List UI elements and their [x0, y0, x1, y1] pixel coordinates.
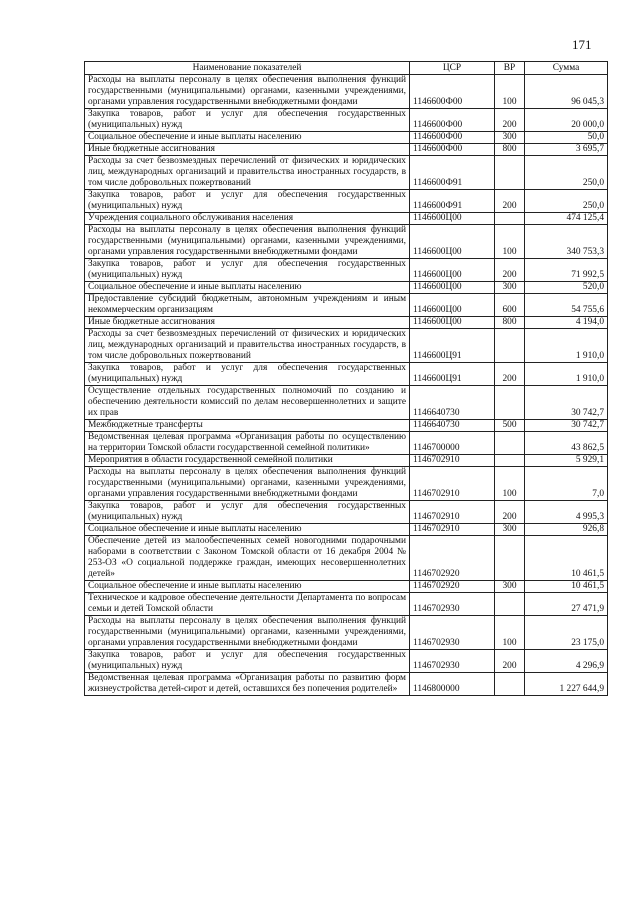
table-row	[85, 190, 608, 213]
cell-vr-code: 300	[495, 282, 525, 294]
cell-vr-code: 300	[495, 524, 525, 536]
table-header-row	[85, 62, 608, 75]
table-row	[85, 386, 608, 420]
table-row	[85, 616, 608, 650]
cell-csr-code: 1146600Ц00	[410, 294, 495, 317]
cell-vr-code: 200	[495, 109, 525, 132]
cell-indicator-name: Осуществление отдельных государственных полномочий по созданию и обеспечению деятельности комиссий по делам несовершеннолетних и защите их прав	[85, 386, 410, 420]
cell-vr-code: 100	[495, 616, 525, 650]
cell-vr-code: 200	[495, 501, 525, 524]
cell-csr-code: 1146702910	[410, 467, 495, 501]
cell-indicator-name: Расходы на выплаты персоналу в целях обеспечения выполнения функций государственными (муниципальными) органами, казенными учреждениями, органами управления государственными внебюджетными фондами	[85, 467, 410, 501]
cell-csr-code: 1146600Ц00	[410, 225, 495, 259]
cell-amount: 54 755,6	[525, 294, 608, 317]
cell-amount: 4 194,0	[525, 317, 608, 329]
cell-indicator-name: Социальное обеспечение и иные выплаты населению	[85, 524, 410, 536]
cell-csr-code: 1146600Ф00	[410, 144, 495, 156]
cell-amount: 30 742,7	[525, 420, 608, 432]
cell-amount: 474 125,4	[525, 213, 608, 225]
table-row	[85, 536, 608, 581]
table-row	[85, 132, 608, 144]
table-row	[85, 317, 608, 329]
cell-indicator-name: Ведомственная целевая программа «Организация работы по осуществлению на территории Томской области государственной семейной политики»	[85, 432, 410, 455]
cell-vr-code: 600	[495, 294, 525, 317]
cell-csr-code: 1146600Ц00	[410, 317, 495, 329]
cell-csr-code: 1146702930	[410, 616, 495, 650]
cell-amount: 250,0	[525, 156, 608, 190]
cell-amount: 1 910,0	[525, 363, 608, 386]
cell-csr-code: 1146600Ф00	[410, 109, 495, 132]
table-row	[85, 593, 608, 616]
cell-csr-code: 1146702910	[410, 501, 495, 524]
cell-amount: 340 753,3	[525, 225, 608, 259]
cell-vr-code: 100	[495, 467, 525, 501]
cell-indicator-name: Расходы на выплаты персоналу в целях обеспечения выполнения функций государственными (муниципальными) органами, казенными учреждениями, органами управления государственными внебюджетными фондами	[85, 75, 410, 109]
cell-vr-code: 200	[495, 259, 525, 282]
cell-indicator-name: Закупка товаров, работ и услуг для обеспечения государственных (муниципальных) нужд	[85, 109, 410, 132]
cell-indicator-name: Мероприятия в области государственной семейной политики	[85, 455, 410, 467]
cell-vr-code: 100	[495, 75, 525, 109]
cell-amount: 1 227 644,9	[525, 673, 608, 696]
cell-vr-code: 200	[495, 190, 525, 213]
table-row	[85, 259, 608, 282]
column-header-name: Наименование показателей	[85, 62, 410, 75]
table-row	[85, 524, 608, 536]
column-header-sum: Сумма	[525, 62, 608, 75]
cell-amount: 4 995,3	[525, 501, 608, 524]
cell-csr-code: 1146600Ц91	[410, 329, 495, 363]
page-number: 171	[572, 37, 592, 52]
column-header-csr: ЦСР	[410, 62, 495, 75]
cell-csr-code: 1146702910	[410, 524, 495, 536]
cell-indicator-name: Иные бюджетные ассигнования	[85, 317, 410, 329]
table-row	[85, 144, 608, 156]
cell-indicator-name: Расходы на выплаты персоналу в целях обеспечения выполнения функций государственными (муниципальными) органами, казенными учреждениями, органами управления государственными внебюджетными фондами	[85, 616, 410, 650]
cell-amount: 10 461,5	[525, 581, 608, 593]
cell-csr-code: 1146600Ф00	[410, 75, 495, 109]
table-row	[85, 467, 608, 501]
table-row	[85, 432, 608, 455]
cell-indicator-name: Иные бюджетные ассигнования	[85, 144, 410, 156]
cell-vr-code	[495, 432, 525, 455]
cell-csr-code: 1146600Ц91	[410, 363, 495, 386]
cell-amount: 1 910,0	[525, 329, 608, 363]
table-row	[85, 156, 608, 190]
cell-amount: 10 461,5	[525, 536, 608, 581]
cell-csr-code: 1146600Ц00	[410, 259, 495, 282]
cell-indicator-name: Межбюджетные трансферты	[85, 420, 410, 432]
table-row	[85, 581, 608, 593]
cell-indicator-name: Социальное обеспечение и иные выплаты населению	[85, 132, 410, 144]
table-row	[85, 363, 608, 386]
cell-indicator-name: Закупка товаров, работ и услуг для обеспечения государственных (муниципальных) нужд	[85, 650, 410, 673]
cell-indicator-name: Предоставление субсидий бюджетным, автономным учреждениям и иным некоммерческим организациям	[85, 294, 410, 317]
cell-amount: 5 929,1	[525, 455, 608, 467]
cell-csr-code: 1146640730	[410, 386, 495, 420]
table-row	[85, 282, 608, 294]
cell-vr-code	[495, 593, 525, 616]
cell-vr-code: 100	[495, 225, 525, 259]
cell-indicator-name: Ведомственная целевая программа «Организация работы по развитию форм жизнеустройства детей-сирот и детей, оставшихся без попечения родителей»	[85, 673, 410, 696]
cell-amount: 71 992,5	[525, 259, 608, 282]
cell-indicator-name: Социальное обеспечение и иные выплаты населению	[85, 282, 410, 294]
cell-vr-code: 500	[495, 420, 525, 432]
cell-amount: 23 175,0	[525, 616, 608, 650]
table-row	[85, 650, 608, 673]
table-row	[85, 329, 608, 363]
cell-amount: 520,0	[525, 282, 608, 294]
cell-vr-code	[495, 386, 525, 420]
cell-indicator-name: Социальное обеспечение и иные выплаты населению	[85, 581, 410, 593]
cell-indicator-name: Расходы за счет безвозмездных перечислений от физических и юридических лиц, международных организаций и правительства иностранных государств, в том числе добровольных пожертвований	[85, 329, 410, 363]
cell-indicator-name: Расходы за счет безвозмездных перечислений от физических и юридических лиц, международных организаций и правительства иностранных государств, в том числе добровольных пожертвований	[85, 156, 410, 190]
cell-csr-code: 1146800000	[410, 673, 495, 696]
cell-vr-code: 200	[495, 363, 525, 386]
cell-amount: 96 045,3	[525, 75, 608, 109]
budget-table	[84, 61, 608, 696]
cell-csr-code: 1146702920	[410, 581, 495, 593]
table-row	[85, 294, 608, 317]
cell-vr-code: 300	[495, 581, 525, 593]
cell-csr-code: 1146702930	[410, 650, 495, 673]
table-row	[85, 225, 608, 259]
cell-vr-code	[495, 156, 525, 190]
cell-vr-code	[495, 673, 525, 696]
cell-csr-code: 1146702910	[410, 455, 495, 467]
cell-csr-code: 1146600Ф91	[410, 190, 495, 213]
cell-indicator-name: Закупка товаров, работ и услуг для обеспечения государственных (муниципальных) нужд	[85, 190, 410, 213]
cell-amount: 20 000,0	[525, 109, 608, 132]
cell-vr-code: 200	[495, 650, 525, 673]
table-row	[85, 501, 608, 524]
table-row	[85, 109, 608, 132]
cell-amount: 250,0	[525, 190, 608, 213]
cell-amount: 926,8	[525, 524, 608, 536]
cell-vr-code	[495, 536, 525, 581]
cell-csr-code: 1146600Ц00	[410, 213, 495, 225]
cell-vr-code: 300	[495, 132, 525, 144]
cell-indicator-name: Закупка товаров, работ и услуг для обеспечения государственных (муниципальных) нужд	[85, 501, 410, 524]
cell-indicator-name: Расходы на выплаты персоналу в целях обеспечения выполнения функций государственными (муниципальными) органами, казенными учреждениями, органами управления государственными внебюджетными фондами	[85, 225, 410, 259]
cell-amount: 50,0	[525, 132, 608, 144]
cell-amount: 30 742,7	[525, 386, 608, 420]
cell-indicator-name: Техническое и кадровое обеспечение деятельности Департамента по вопросам семьи и детей Томской области	[85, 593, 410, 616]
cell-csr-code: 1146600Ф91	[410, 156, 495, 190]
cell-csr-code: 1146600Ф00	[410, 132, 495, 144]
cell-indicator-name: Закупка товаров, работ и услуг для обеспечения государственных (муниципальных) нужд	[85, 363, 410, 386]
cell-amount: 7,0	[525, 467, 608, 501]
cell-csr-code: 1146640730	[410, 420, 495, 432]
column-header-vr: ВР	[495, 62, 525, 75]
cell-amount: 4 296,9	[525, 650, 608, 673]
cell-indicator-name: Обеспечение детей из малообеспеченных семей новогодними подарочными наборами в соответствии с Законом Томской области от 16 декабря 2004 № 253-ОЗ «О социальной поддержке граждан, имеющих несовершеннолетних детей»	[85, 536, 410, 581]
cell-csr-code: 1146702920	[410, 536, 495, 581]
cell-vr-code	[495, 455, 525, 467]
cell-indicator-name: Учреждения социального обслуживания населения	[85, 213, 410, 225]
cell-amount: 27 471,9	[525, 593, 608, 616]
cell-vr-code: 800	[495, 317, 525, 329]
cell-amount: 3 695,7	[525, 144, 608, 156]
cell-indicator-name: Закупка товаров, работ и услуг для обеспечения государственных (муниципальных) нужд	[85, 259, 410, 282]
table-row	[85, 455, 608, 467]
cell-amount: 43 862,5	[525, 432, 608, 455]
table-body	[85, 75, 608, 696]
cell-csr-code: 1146600Ц00	[410, 282, 495, 294]
table-row	[85, 673, 608, 696]
table-row	[85, 213, 608, 225]
cell-vr-code	[495, 329, 525, 363]
table-row	[85, 75, 608, 109]
table-row	[85, 420, 608, 432]
cell-csr-code: 1146700000	[410, 432, 495, 455]
cell-vr-code: 800	[495, 144, 525, 156]
cell-vr-code	[495, 213, 525, 225]
cell-csr-code: 1146702930	[410, 593, 495, 616]
